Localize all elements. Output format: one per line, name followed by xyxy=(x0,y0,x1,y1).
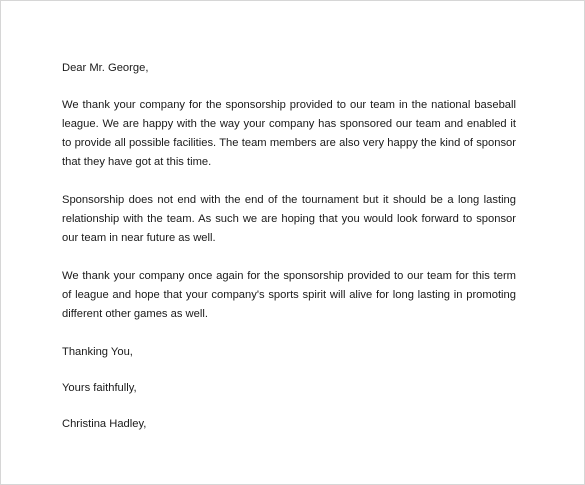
closing: Thanking You, xyxy=(62,346,133,358)
signature-name: Christina Hadley, xyxy=(62,418,147,430)
salutation: Dear Mr. George, xyxy=(62,62,149,74)
paragraph-1: We thank your company for the sponsorship provided to our team in the national baseball league. We are happy with the way your company has sponsored our team and enabled it to provide all possible facilities. The team members are also very happy the kind of sponsor that they have got at this time. xyxy=(62,99,516,168)
letter-body xyxy=(62,59,516,434)
paragraph-2: Sponsorship does not end with the end of the tournament but it should be a long lasting relationship with the team. As such we are hoping that you would look forward to sponsor our team in near future as well. xyxy=(62,194,516,244)
signoff: Yours faithfully, xyxy=(62,382,137,394)
paragraph-3: We thank your company once again for the sponsorship provided to our team for this term of league and hope that your company's sports spirit will alive for long lasting in promoting different other games as well. xyxy=(62,270,516,320)
